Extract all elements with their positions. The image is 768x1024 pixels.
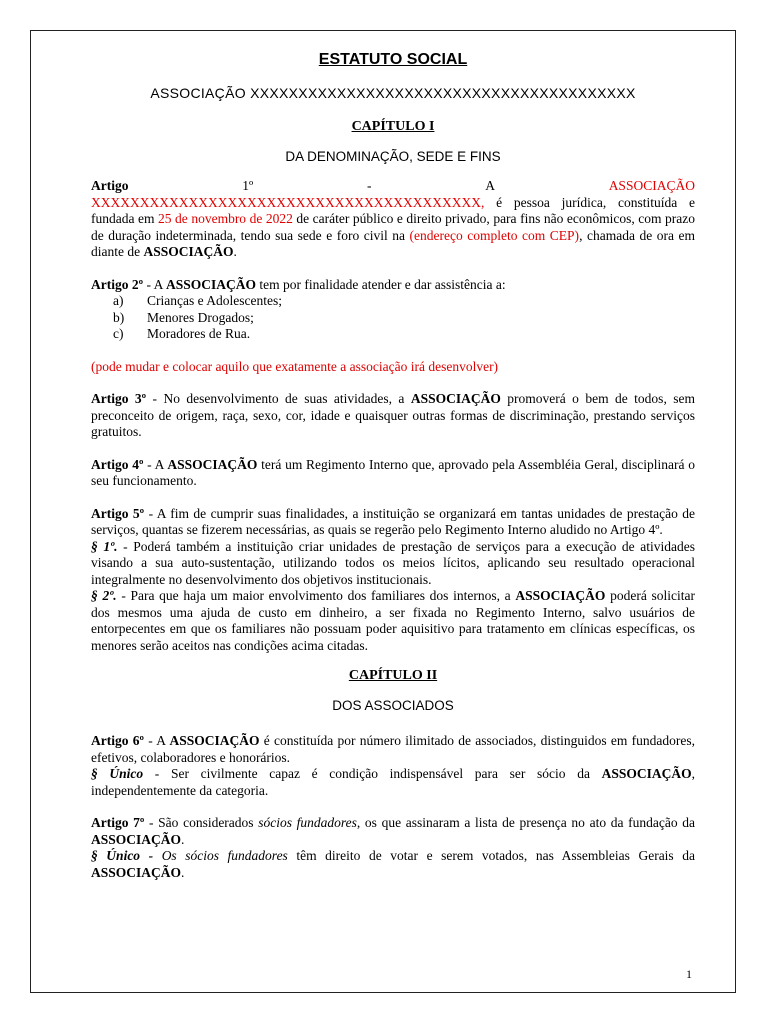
article-6 xyxy=(91,733,695,799)
text: . xyxy=(181,831,185,847)
chapter-1-subtitle: DA DENOMINAÇÃO, SEDE E FINS xyxy=(285,148,501,164)
association-bold: ASSOCIAÇÃO xyxy=(143,244,234,259)
article-3-label: Artigo 3º xyxy=(91,391,147,406)
text: . xyxy=(233,244,237,259)
association-bold: ASSOCIAÇÃO xyxy=(91,864,182,880)
text: - Ser civilmente capaz é condição indispensável para ser sócio da xyxy=(143,766,602,781)
article-1-number: 1º xyxy=(242,178,254,193)
page-number: 1 xyxy=(686,967,692,981)
list-item xyxy=(91,310,695,327)
word-a: A xyxy=(485,178,495,193)
text: - Para que haja um maior envolvimento dos familiares dos internos, a xyxy=(116,588,516,603)
chapter-1-heading: CAPÍTULO I xyxy=(351,119,435,134)
article-7-sole-paragraph xyxy=(91,848,695,881)
article-2 xyxy=(91,277,695,376)
association-red: ASSOCIAÇÃO xyxy=(608,178,695,193)
text: tem por finalidade atender e dar assistência a: xyxy=(256,276,506,292)
address-placeholder: (endereço completo com CEP) xyxy=(409,227,580,243)
text: - Poderá também a instituição criar unidades de prestação de serviços para a execução de atividades visando a sua auto-sustentação, utilizando todos os meios lícitos, aplicando seu resultado operacional integralmente no desenvolvimento dos objetivos institucionais. xyxy=(91,538,695,587)
association-bold: ASSOCIAÇÃO xyxy=(91,831,182,847)
article-1-text xyxy=(91,195,695,261)
text: , os que assinaram a lista de presença no ato da fundação da xyxy=(356,815,695,830)
article-1-first-line xyxy=(91,178,695,195)
text: , chamada de ora em diante de xyxy=(91,227,695,259)
article-1-label: Artigo xyxy=(91,178,129,193)
chapter-2-heading: CAPÍTULO II xyxy=(348,668,438,683)
list-marker: c) xyxy=(113,326,124,341)
article-7-label: Artigo 7º xyxy=(91,815,145,830)
article-5-text xyxy=(91,506,695,539)
list-text: Crianças e Adolescentes; xyxy=(147,293,282,308)
founding-members-term: sócios fundadores xyxy=(258,815,357,830)
text: - No desenvolvimento de suas atividades, a xyxy=(146,391,411,406)
association-bold: ASSOCIAÇÃO xyxy=(165,276,256,292)
founding-date: 25 de novembro de 2022 xyxy=(158,211,293,226)
article-4 xyxy=(91,457,695,490)
document-body xyxy=(91,52,695,881)
text: - A xyxy=(143,276,166,292)
text: - A xyxy=(143,456,168,472)
article-1 xyxy=(91,178,695,261)
paragraph-label: § Único xyxy=(91,766,144,781)
list-marker: a) xyxy=(113,293,124,308)
paragraph-label: § 2º. xyxy=(91,588,117,603)
article-4-label: Artigo 4º xyxy=(91,456,144,472)
text: - A fim de cumprir suas finalidades, a instituição se organizará em tantas unidades de prestação de serviços, quantas se fizerem necessárias, as quais se regerão pelo Regimento Interno aludido no Artigo 4º. xyxy=(91,505,695,537)
text: têm direito de votar e serem votados, nas Assembleias Gerais da xyxy=(287,848,695,863)
text: , independentemente da categoria. xyxy=(91,766,695,798)
chapter-2-subtitle: DOS ASSOCIADOS xyxy=(332,697,454,713)
article-2-note: (pode mudar e colocar aquilo que exatamente a associação irá desenvolver) xyxy=(91,358,499,374)
association-bold: ASSOCIAÇÃO xyxy=(515,588,606,603)
text: poderá solicitar dos mesmos uma ajuda de custo em dinheiro, a ser fixada no Regimento Interno, salvo usuários de entorpecentes em que os familiares não possuam poder aquisitivo para tratamento em clínicas específicas, os menores serão aceitos nas condições acima citadas. xyxy=(91,588,696,653)
paragraph-label: § 1º. xyxy=(91,538,118,554)
founding-members-term: Os sócios fundadores xyxy=(161,848,288,863)
article-2-text xyxy=(91,277,695,294)
text: - A xyxy=(143,733,170,748)
association-bold: ASSOCIAÇÃO xyxy=(601,766,692,781)
list-text: Moradores de Rua. xyxy=(147,326,251,341)
article-6-text xyxy=(91,733,695,766)
association-placeholder: XXXXXXXXXXXXXXXXXXXXXXXXXXXXXXXXXXXXXXXX, xyxy=(91,194,485,210)
text: - São considerados xyxy=(144,815,259,830)
list-text: Menores Drogados; xyxy=(147,309,254,325)
association-bold: ASSOCIAÇÃO xyxy=(169,733,260,748)
article-2-list xyxy=(91,293,695,343)
association-bold: ASSOCIAÇÃO xyxy=(167,456,258,472)
article-7 xyxy=(91,815,695,881)
text: é pessoa jurídica, constituída e fundada em xyxy=(91,194,695,226)
list-marker: b) xyxy=(113,309,125,325)
article-6-label: Artigo 6º xyxy=(91,733,144,748)
text: é constituída por número ilimitado de associados, distinguidos em fundadores, efetivos, colaboradores e honorários. xyxy=(91,733,695,765)
article-5-paragraph-2 xyxy=(91,588,695,654)
text: . xyxy=(181,864,185,880)
article-5 xyxy=(91,506,695,655)
text: terá um Regimento Interno que, aprovado pela Assembléia Geral, disciplinará o seu funcionamento. xyxy=(91,456,695,488)
article-5-paragraph-1 xyxy=(91,539,695,589)
association-bold: ASSOCIAÇÃO xyxy=(410,391,501,406)
association-name-line: ASSOCIAÇÃO XXXXXXXXXXXXXXXXXXXXXXXXXXXXXXXXXXXXXXXX xyxy=(150,84,636,101)
dash: - xyxy=(366,178,372,193)
list-item xyxy=(91,326,695,343)
article-7-text xyxy=(91,815,695,848)
paragraph-label: § Único - xyxy=(91,848,162,863)
list-item xyxy=(91,293,695,310)
article-5-label: Artigo 5º xyxy=(91,505,145,521)
article-2-label: Artigo 2º xyxy=(91,276,144,292)
text: promoverá o bem de todos, sem preconceito de origem, raça, sexo, cor, idade e quaisquer outras formas de discriminação, prestando serviços gratuitos. xyxy=(91,391,695,439)
article-3 xyxy=(91,391,695,441)
text: de caráter público e direito privado, para fins não econômicos, com prazo de duração indeterminada, tendo sua sede e foro civil na xyxy=(91,211,695,243)
document-title: ESTATUTO SOCIAL xyxy=(318,51,468,68)
article-6-sole-paragraph xyxy=(91,766,695,799)
